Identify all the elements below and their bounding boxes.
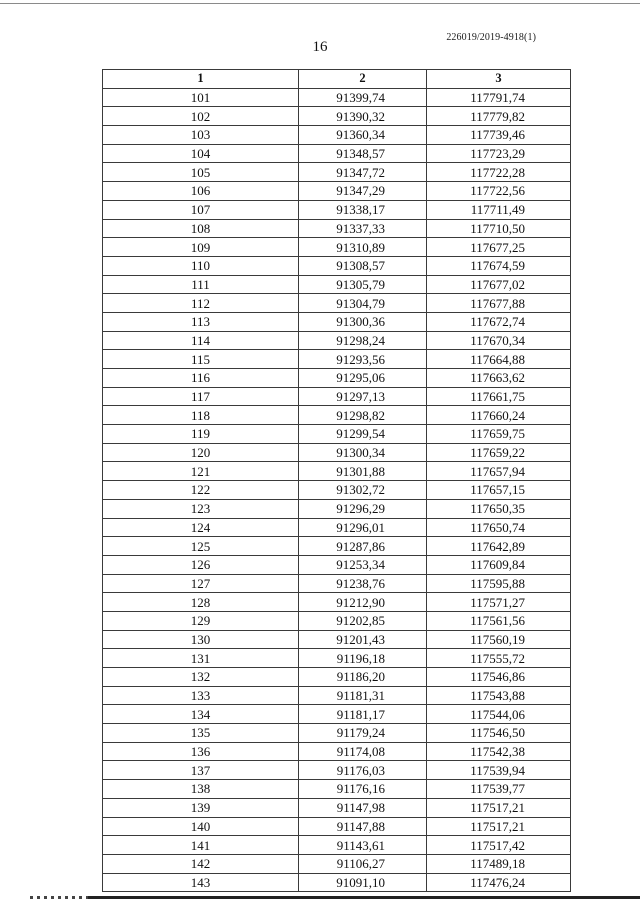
point-number-cell: 113 (103, 312, 299, 331)
table-row (103, 294, 571, 313)
point-number-cell: 133 (103, 686, 299, 705)
point-number-cell: 114 (103, 331, 299, 350)
y-coordinate-cell: 117674,59 (427, 256, 571, 275)
point-number-cell: 111 (103, 275, 299, 294)
point-number-cell: 140 (103, 817, 299, 836)
table-row (103, 387, 571, 406)
y-coordinate-cell: 117711,49 (427, 200, 571, 219)
x-coordinate-cell: 91287,86 (299, 537, 427, 556)
x-coordinate-cell: 91337,33 (299, 219, 427, 238)
y-coordinate-cell: 117560,19 (427, 630, 571, 649)
table-row (103, 611, 571, 630)
x-coordinate-cell: 91253,34 (299, 555, 427, 574)
y-coordinate-cell: 117642,89 (427, 537, 571, 556)
x-coordinate-cell: 91298,82 (299, 406, 427, 425)
y-coordinate-cell: 117546,50 (427, 724, 571, 743)
table-row (103, 126, 571, 145)
coordinates-table (102, 69, 571, 892)
x-coordinate-cell: 91347,29 (299, 182, 427, 201)
table-row (103, 406, 571, 425)
point-number-cell: 105 (103, 163, 299, 182)
point-number-cell: 101 (103, 88, 299, 107)
y-coordinate-cell: 117739,46 (427, 126, 571, 145)
y-coordinate-cell: 117546,86 (427, 668, 571, 687)
x-coordinate-cell: 91181,17 (299, 705, 427, 724)
point-number-cell: 136 (103, 742, 299, 761)
table-row (103, 574, 571, 593)
table-row (103, 107, 571, 126)
x-coordinate-cell: 91147,88 (299, 817, 427, 836)
x-coordinate-cell: 91390,32 (299, 107, 427, 126)
scan-artifact-specks (30, 896, 88, 899)
point-number-cell: 127 (103, 574, 299, 593)
x-coordinate-cell: 91298,24 (299, 331, 427, 350)
x-coordinate-cell: 91181,31 (299, 686, 427, 705)
table-row (103, 555, 571, 574)
y-coordinate-cell: 117791,74 (427, 88, 571, 107)
table-row (103, 369, 571, 388)
x-coordinate-cell: 91174,08 (299, 742, 427, 761)
point-number-cell: 109 (103, 238, 299, 257)
y-coordinate-cell: 117723,29 (427, 144, 571, 163)
point-number-cell: 130 (103, 630, 299, 649)
table-row (103, 630, 571, 649)
table-row (103, 761, 571, 780)
x-coordinate-cell: 91176,16 (299, 780, 427, 799)
x-coordinate-cell: 91310,89 (299, 238, 427, 257)
table-row (103, 331, 571, 350)
point-number-cell: 138 (103, 780, 299, 799)
x-coordinate-cell: 91293,56 (299, 350, 427, 369)
x-coordinate-cell: 91305,79 (299, 275, 427, 294)
table-row (103, 256, 571, 275)
point-number-cell: 126 (103, 555, 299, 574)
table-row (103, 780, 571, 799)
y-coordinate-cell: 117657,94 (427, 462, 571, 481)
table-row (103, 200, 571, 219)
x-coordinate-cell: 91299,54 (299, 425, 427, 444)
point-number-cell: 129 (103, 611, 299, 630)
point-number-cell: 125 (103, 537, 299, 556)
table-row (103, 724, 571, 743)
table-row (103, 817, 571, 836)
x-coordinate-cell: 91147,98 (299, 798, 427, 817)
point-number-cell: 143 (103, 873, 299, 892)
point-number-cell: 120 (103, 443, 299, 462)
table-row (103, 798, 571, 817)
y-coordinate-cell: 117539,94 (427, 761, 571, 780)
table-row (103, 144, 571, 163)
table-row (103, 686, 571, 705)
y-coordinate-cell: 117661,75 (427, 387, 571, 406)
y-coordinate-cell: 117677,02 (427, 275, 571, 294)
point-number-cell: 118 (103, 406, 299, 425)
column-header-2: 2 (299, 70, 427, 89)
point-number-cell: 104 (103, 144, 299, 163)
point-number-cell: 103 (103, 126, 299, 145)
table-row (103, 312, 571, 331)
x-coordinate-cell: 91106,27 (299, 854, 427, 873)
table-row (103, 462, 571, 481)
table-row (103, 238, 571, 257)
point-number-cell: 117 (103, 387, 299, 406)
y-coordinate-cell: 117555,72 (427, 649, 571, 668)
y-coordinate-cell: 117677,25 (427, 238, 571, 257)
y-coordinate-cell: 117539,77 (427, 780, 571, 799)
y-coordinate-cell: 117663,62 (427, 369, 571, 388)
point-number-cell: 121 (103, 462, 299, 481)
point-number-cell: 102 (103, 107, 299, 126)
table-row (103, 275, 571, 294)
x-coordinate-cell: 91308,57 (299, 256, 427, 275)
x-coordinate-cell: 91300,34 (299, 443, 427, 462)
x-coordinate-cell: 91196,18 (299, 649, 427, 668)
point-number-cell: 132 (103, 668, 299, 687)
top-rule (0, 3, 640, 4)
y-coordinate-cell: 117571,27 (427, 593, 571, 612)
point-number-cell: 119 (103, 425, 299, 444)
x-coordinate-cell: 91176,03 (299, 761, 427, 780)
x-coordinate-cell: 91179,24 (299, 724, 427, 743)
document-reference: 226019/2019-4918(1) (446, 32, 536, 43)
x-coordinate-cell: 91348,57 (299, 144, 427, 163)
x-coordinate-cell: 91186,20 (299, 668, 427, 687)
y-coordinate-cell: 117650,74 (427, 518, 571, 537)
point-number-cell: 124 (103, 518, 299, 537)
table-row (103, 668, 571, 687)
y-coordinate-cell: 117657,15 (427, 481, 571, 500)
x-coordinate-cell: 91091,10 (299, 873, 427, 892)
y-coordinate-cell: 117517,42 (427, 836, 571, 855)
x-coordinate-cell: 91338,17 (299, 200, 427, 219)
x-coordinate-cell: 91143,61 (299, 836, 427, 855)
y-coordinate-cell: 117595,88 (427, 574, 571, 593)
x-coordinate-cell: 91201,43 (299, 630, 427, 649)
y-coordinate-cell: 117542,38 (427, 742, 571, 761)
y-coordinate-cell: 117659,22 (427, 443, 571, 462)
y-coordinate-cell: 117517,21 (427, 798, 571, 817)
table-row (103, 443, 571, 462)
x-coordinate-cell: 91347,72 (299, 163, 427, 182)
table-row (103, 873, 571, 892)
x-coordinate-cell: 91238,76 (299, 574, 427, 593)
table-row (103, 481, 571, 500)
point-number-cell: 142 (103, 854, 299, 873)
point-number-cell: 128 (103, 593, 299, 612)
table-row (103, 518, 571, 537)
x-coordinate-cell: 91301,88 (299, 462, 427, 481)
table-header-row (103, 70, 571, 89)
y-coordinate-cell: 117779,82 (427, 107, 571, 126)
table-row (103, 649, 571, 668)
page-number: 16 (312, 39, 328, 55)
point-number-cell: 134 (103, 705, 299, 724)
table-row (103, 350, 571, 369)
table-row (103, 163, 571, 182)
coordinates-table-container (102, 69, 570, 892)
y-coordinate-cell: 117543,88 (427, 686, 571, 705)
x-coordinate-cell: 91399,74 (299, 88, 427, 107)
table-row (103, 425, 571, 444)
table-row (103, 705, 571, 724)
y-coordinate-cell: 117664,88 (427, 350, 571, 369)
table-header (103, 70, 571, 89)
table-row (103, 854, 571, 873)
table-row (103, 88, 571, 107)
scan-artifact-band (88, 896, 640, 899)
point-number-cell: 108 (103, 219, 299, 238)
table-row (103, 182, 571, 201)
point-number-cell: 116 (103, 369, 299, 388)
table-row (103, 499, 571, 518)
point-number-cell: 122 (103, 481, 299, 500)
x-coordinate-cell: 91302,72 (299, 481, 427, 500)
point-number-cell: 106 (103, 182, 299, 201)
x-coordinate-cell: 91304,79 (299, 294, 427, 313)
x-coordinate-cell: 91296,01 (299, 518, 427, 537)
table-row (103, 836, 571, 855)
point-number-cell: 123 (103, 499, 299, 518)
table-row (103, 742, 571, 761)
table-row (103, 537, 571, 556)
point-number-cell: 139 (103, 798, 299, 817)
table-row (103, 219, 571, 238)
y-coordinate-cell: 117722,28 (427, 163, 571, 182)
y-coordinate-cell: 117722,56 (427, 182, 571, 201)
column-header-3: 3 (427, 70, 571, 89)
point-number-cell: 137 (103, 761, 299, 780)
point-number-cell: 110 (103, 256, 299, 275)
x-coordinate-cell: 91297,13 (299, 387, 427, 406)
x-coordinate-cell: 91202,85 (299, 611, 427, 630)
point-number-cell: 107 (103, 200, 299, 219)
y-coordinate-cell: 117672,74 (427, 312, 571, 331)
point-number-cell: 112 (103, 294, 299, 313)
x-coordinate-cell: 91300,36 (299, 312, 427, 331)
point-number-cell: 115 (103, 350, 299, 369)
table-body (103, 88, 571, 892)
x-coordinate-cell: 91295,06 (299, 369, 427, 388)
x-coordinate-cell: 91212,90 (299, 593, 427, 612)
y-coordinate-cell: 117710,50 (427, 219, 571, 238)
table-row (103, 593, 571, 612)
y-coordinate-cell: 117544,06 (427, 705, 571, 724)
y-coordinate-cell: 117650,35 (427, 499, 571, 518)
y-coordinate-cell: 117561,56 (427, 611, 571, 630)
y-coordinate-cell: 117517,21 (427, 817, 571, 836)
point-number-cell: 131 (103, 649, 299, 668)
y-coordinate-cell: 117659,75 (427, 425, 571, 444)
y-coordinate-cell: 117660,24 (427, 406, 571, 425)
point-number-cell: 141 (103, 836, 299, 855)
x-coordinate-cell: 91360,34 (299, 126, 427, 145)
y-coordinate-cell: 117476,24 (427, 873, 571, 892)
point-number-cell: 135 (103, 724, 299, 743)
y-coordinate-cell: 117670,34 (427, 331, 571, 350)
y-coordinate-cell: 117677,88 (427, 294, 571, 313)
y-coordinate-cell: 117609,84 (427, 555, 571, 574)
y-coordinate-cell: 117489,18 (427, 854, 571, 873)
column-header-1: 1 (103, 70, 299, 89)
x-coordinate-cell: 91296,29 (299, 499, 427, 518)
